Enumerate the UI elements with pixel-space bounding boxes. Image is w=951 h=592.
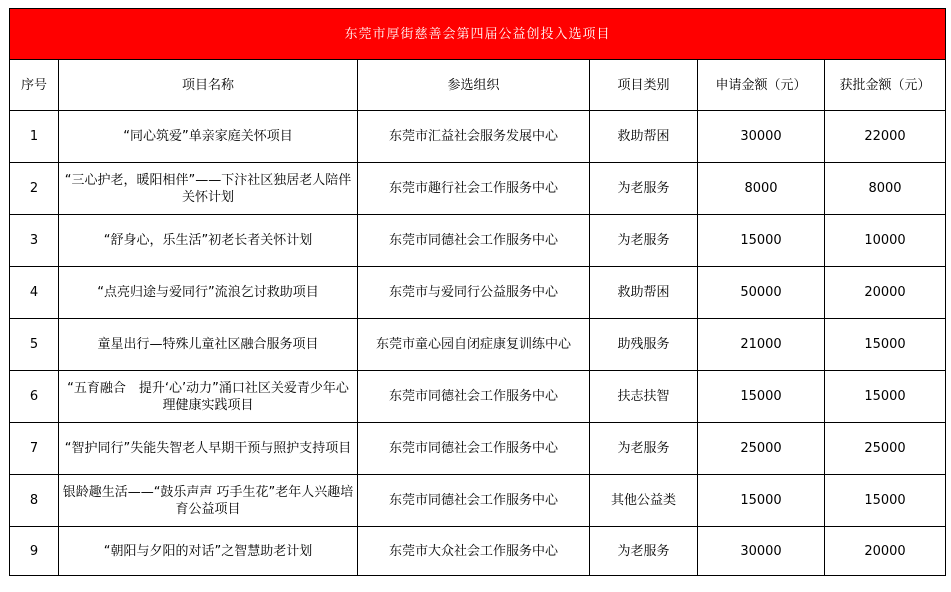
table-row [10,215,946,267]
cell-no: 5 [10,319,59,371]
table-row [10,371,946,423]
header-category: 项目类别 [590,60,698,111]
cell-organization: 东莞市大众社会工作服务中心 [358,527,590,576]
cell-no: 3 [10,215,59,267]
cell-no: 1 [10,111,59,163]
page-title: 东莞市厚街慈善会第四届公益创投入选项目 [10,9,946,60]
cell-no: 8 [10,475,59,527]
header-no: 序号 [10,60,59,111]
cell-category: 为老服务 [590,163,698,215]
cell-applied-amount: 15000 [698,215,825,267]
cell-applied-amount: 30000 [698,527,825,576]
header-applied: 申请金额（元） [698,60,825,111]
cell-no: 4 [10,267,59,319]
cell-applied-amount: 15000 [698,371,825,423]
cell-project-name: 银龄趣生活——“鼓乐声声 巧手生花”老年人兴趣培育公益项目 [59,475,358,527]
cell-project-name: “朝阳与夕阳的对话”之智慧助老计划 [59,527,358,576]
table-row [10,111,946,163]
cell-approved-amount: 8000 [825,163,946,215]
table-row [10,319,946,371]
cell-organization: 东莞市趣行社会工作服务中心 [358,163,590,215]
cell-approved-amount: 22000 [825,111,946,163]
cell-category: 为老服务 [590,527,698,576]
cell-organization: 东莞市汇益社会服务发展中心 [358,111,590,163]
cell-applied-amount: 25000 [698,423,825,475]
cell-category: 其他公益类 [590,475,698,527]
cell-no: 2 [10,163,59,215]
cell-no: 6 [10,371,59,423]
header-row [10,60,946,111]
cell-approved-amount: 20000 [825,527,946,576]
cell-project-name: “三心护老，暖阳相伴”——下汴社区独居老人陪伴关怀计划 [59,163,358,215]
cell-applied-amount: 50000 [698,267,825,319]
cell-project-name: 童星出行—特殊儿童社区融合服务项目 [59,319,358,371]
cell-organization: 东莞市与爱同行公益服务中心 [358,267,590,319]
title-row [10,9,946,60]
cell-approved-amount: 20000 [825,267,946,319]
header-name: 项目名称 [59,60,358,111]
cell-no: 9 [10,527,59,576]
cell-category: 助残服务 [590,319,698,371]
cell-organization: 东莞市同德社会工作服务中心 [358,475,590,527]
cell-project-name: “点亮归途与爱同行”流浪乞讨救助项目 [59,267,358,319]
project-table [9,8,946,576]
cell-applied-amount: 8000 [698,163,825,215]
header-approved: 获批金额（元） [825,60,946,111]
cell-approved-amount: 10000 [825,215,946,267]
cell-category: 扶志扶智 [590,371,698,423]
cell-no: 7 [10,423,59,475]
cell-category: 为老服务 [590,423,698,475]
cell-project-name: “舒身心，乐生活”初老长者关怀计划 [59,215,358,267]
table-row [10,163,946,215]
cell-approved-amount: 15000 [825,475,946,527]
cell-category: 救助帮困 [590,267,698,319]
cell-organization: 东莞市同德社会工作服务中心 [358,371,590,423]
cell-applied-amount: 30000 [698,111,825,163]
cell-project-name: “智护同行”失能失智老人早期干预与照护支持项目 [59,423,358,475]
project-list-sheet [9,8,945,584]
cell-applied-amount: 15000 [698,475,825,527]
cell-organization: 东莞市同德社会工作服务中心 [358,423,590,475]
table-row [10,423,946,475]
cell-project-name: “五育融合 提升‘心’动力”涌口社区关爱青少年心理健康实践项目 [59,371,358,423]
cell-category: 救助帮困 [590,111,698,163]
cell-category: 为老服务 [590,215,698,267]
cell-project-name: “同心筑爱”单亲家庭关怀项目 [59,111,358,163]
cell-organization: 东莞市同德社会工作服务中心 [358,215,590,267]
cell-applied-amount: 21000 [698,319,825,371]
cell-approved-amount: 15000 [825,371,946,423]
table-row [10,267,946,319]
header-org: 参选组织 [358,60,590,111]
table-row [10,475,946,527]
table-row [10,527,946,576]
cell-approved-amount: 15000 [825,319,946,371]
cell-approved-amount: 25000 [825,423,946,475]
cell-organization: 东莞市童心园自闭症康复训练中心 [358,319,590,371]
